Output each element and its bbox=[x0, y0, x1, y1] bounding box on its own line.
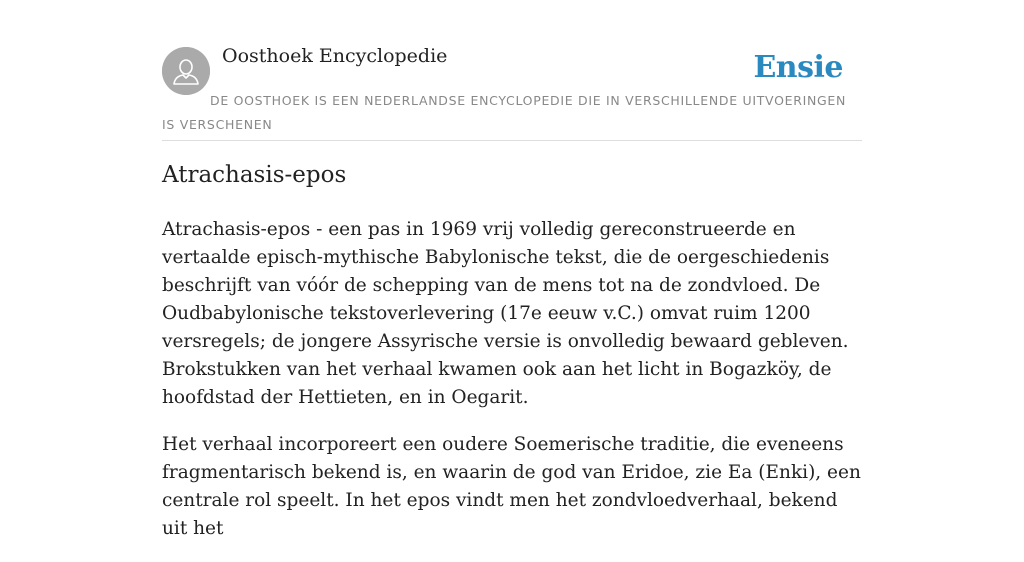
article-paragraph: Het verhaal incorporeert een oudere Soemerische traditie, die eveneens fragmentarisch bekend is, en waarin de god van Eridoe, zie Ea (Enki), een centrale rol speelt. In het epos vindt men het zondvloedverhaal, bekend uit het bbox=[162, 434, 861, 539]
author-tagline: DE OOSTHOEK IS EEN NEDERLANDSE ENCYCLOPEDIE DIE IN VERSCHILLENDE UITVOERINGEN IS VERSCHENEN bbox=[162, 93, 847, 132]
header bbox=[162, 0, 862, 141]
author-name[interactable]: Oosthoek Encyclopedie bbox=[222, 45, 448, 67]
article-body bbox=[162, 216, 862, 562]
user-silhouette-icon bbox=[162, 47, 210, 95]
article-title: Atrachasis-epos bbox=[162, 162, 347, 188]
page-container bbox=[162, 0, 862, 539]
brand-logo[interactable]: Ensie bbox=[753, 50, 843, 85]
article-paragraph: Atrachasis-epos - een pas in 1969 vrij volledig gereconstrueerde en vertaalde episch-mythische Babylonische tekst, die de oergeschiedenis beschrijft van vóór de schepping van de mens tot na de zondvloed. De Oudbabylonische tekstoverlevering (17e eeuw v.C.) omvat ruim 1200 versregels; de jongere Assyrische versie is onvolledig bewaard gebleven. Brokstukken van het verhaal kwamen ook aan het licht in Bogazköy, de hoofdstad der Hettieten, en in Oegarit. bbox=[162, 219, 849, 408]
author-avatar[interactable] bbox=[162, 47, 210, 95]
